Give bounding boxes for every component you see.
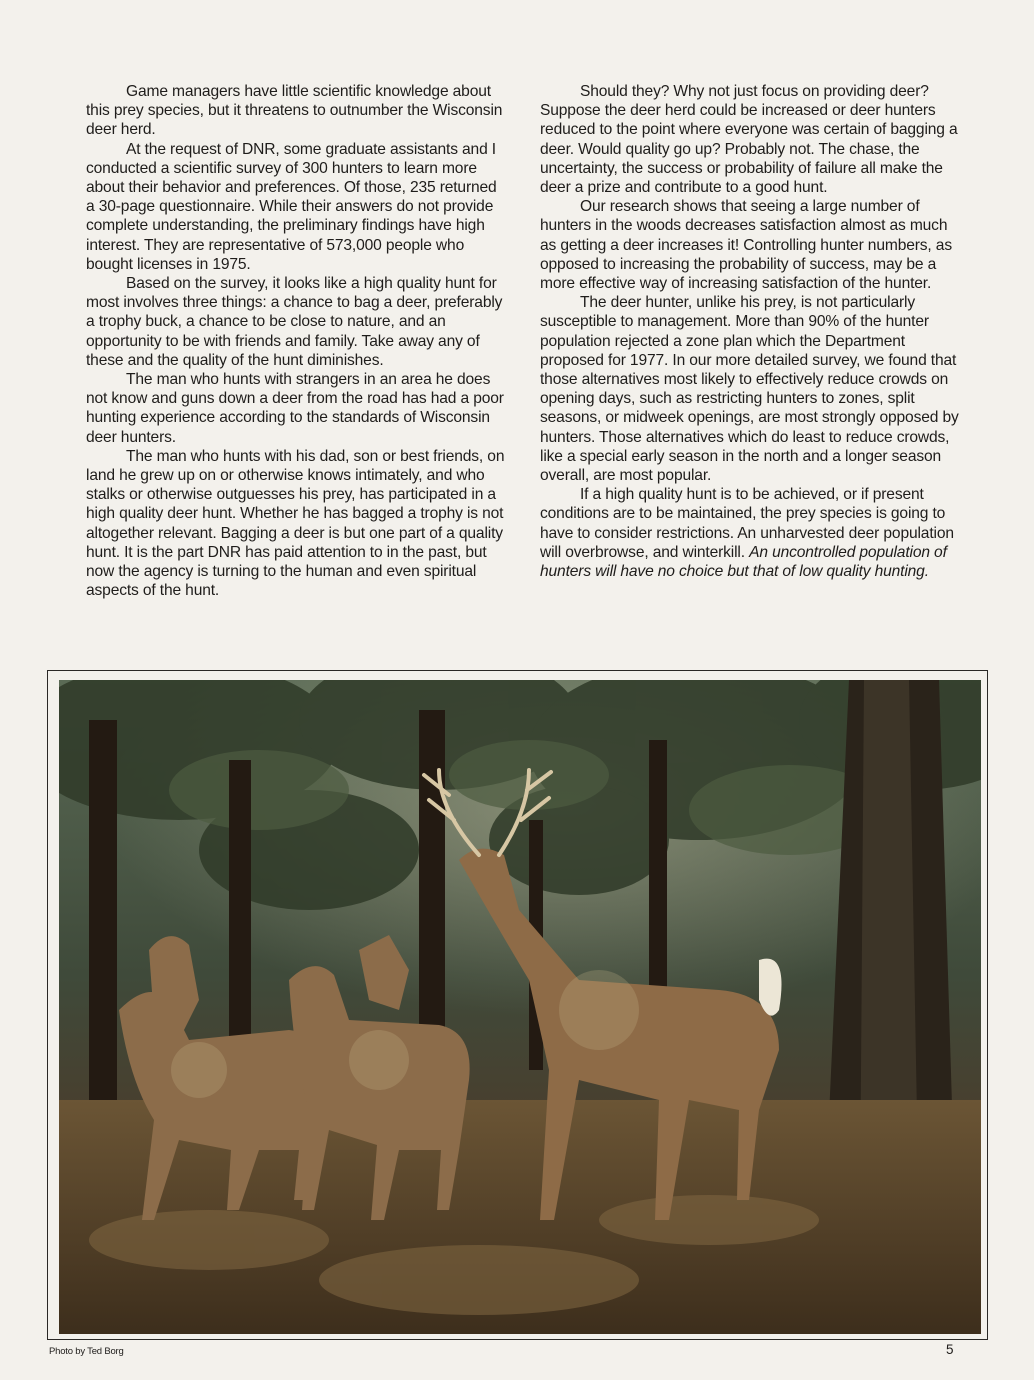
- paragraph: Should they? Why not just focus on providing deer? Suppose the deer herd could be increased or deer hunters reduced to the point where everyone was certain of bagging a deer. Would quality go up? Probably not. The chase, the uncertainty, the success or probability of failure all make the deer a prize and contribute to a good hunt.: [540, 83, 958, 197]
- deer-photo: [59, 680, 981, 1334]
- final-paragraph-text: If a high quality hunt is to be achieved, or if present conditions are to be maintained, the prey species is going to have to consider restrictions. An unharvested deer population will overbrowse, and winterkill.: [540, 486, 954, 561]
- paragraph: At the request of DNR, some graduate assistants and I conducted a scientific survey of 300 hunters to learn more about their behavior and preferences. Of those, 235 returned a 30-page questionnaire. While their answers do not provide complete understanding, the preliminary findings have high interest. They are representative of 573,000 people who bought licenses in 1975.: [86, 140, 497, 273]
- right-text-column: [540, 82, 960, 581]
- paragraph: Our research shows that seeing a large number of hunters in the woods decreases satisfaction almost as much as getting a deer increases it! Controlling hunter numbers, as opposed to increasing the probability of success, may be a more effective way of increasing satisfaction of the hunter.: [540, 198, 952, 293]
- photo-frame: [47, 670, 988, 1340]
- paragraph: The man who hunts with strangers in an area he does not know and guns down a deer from the road has had a poor hunting experience according to the standards of Wisconsin deer hunters.: [86, 371, 504, 446]
- deer-forest-illustration: [59, 680, 981, 1334]
- left-text-column: [86, 82, 506, 600]
- paragraph: The deer hunter, unlike his prey, is not particularly susceptible to management. More than 90% of the hunter population rejected a zone plan which the Department proposed for 1977. In our more detailed survey, we found that those alternatives most likely to effectively reduce crowds on opening days, such as restricting hunters to zones, split seasons, or midweek openings, are most strongly opposed by hunters. Those alternatives which do least to reduce crowds, like a special early season in the north and a longer season overall, are most popular.: [540, 294, 959, 485]
- page-number: 5: [946, 1342, 954, 1357]
- paragraph: The man who hunts with his dad, son or best friends, on land he grew up on or otherwise knows intimately, and who stalks or otherwise outguesses his prey, has participated in a high quality deer hunt. Whether he has bagged a trophy is not altogether relevant. Bagging a deer is but one part of a quality hunt. It is the part DNR has paid attention to in the past, but now the agency is turning to the human and even spiritual aspects of the hunt.: [86, 447, 505, 600]
- paragraph: Game managers have little scientific knowledge about this prey species, but it threatens to outnumber the Wisconsin deer herd.: [86, 83, 503, 139]
- final-paragraph-italic: An uncontrolled population of hunters will have no choice but that of low quality hunting.: [540, 543, 947, 581]
- paragraph-final: [540, 485, 960, 581]
- paragraph: Based on the survey, it looks like a high quality hunt for most involves three things: a chance to bag a deer, preferably a trophy buck, a chance to be close to nature, and an opportunity to be with friends and family. Take away any of these and the quality of the hunt diminishes.: [86, 275, 503, 369]
- photo-credit: Photo by Ted Borg: [49, 1346, 124, 1357]
